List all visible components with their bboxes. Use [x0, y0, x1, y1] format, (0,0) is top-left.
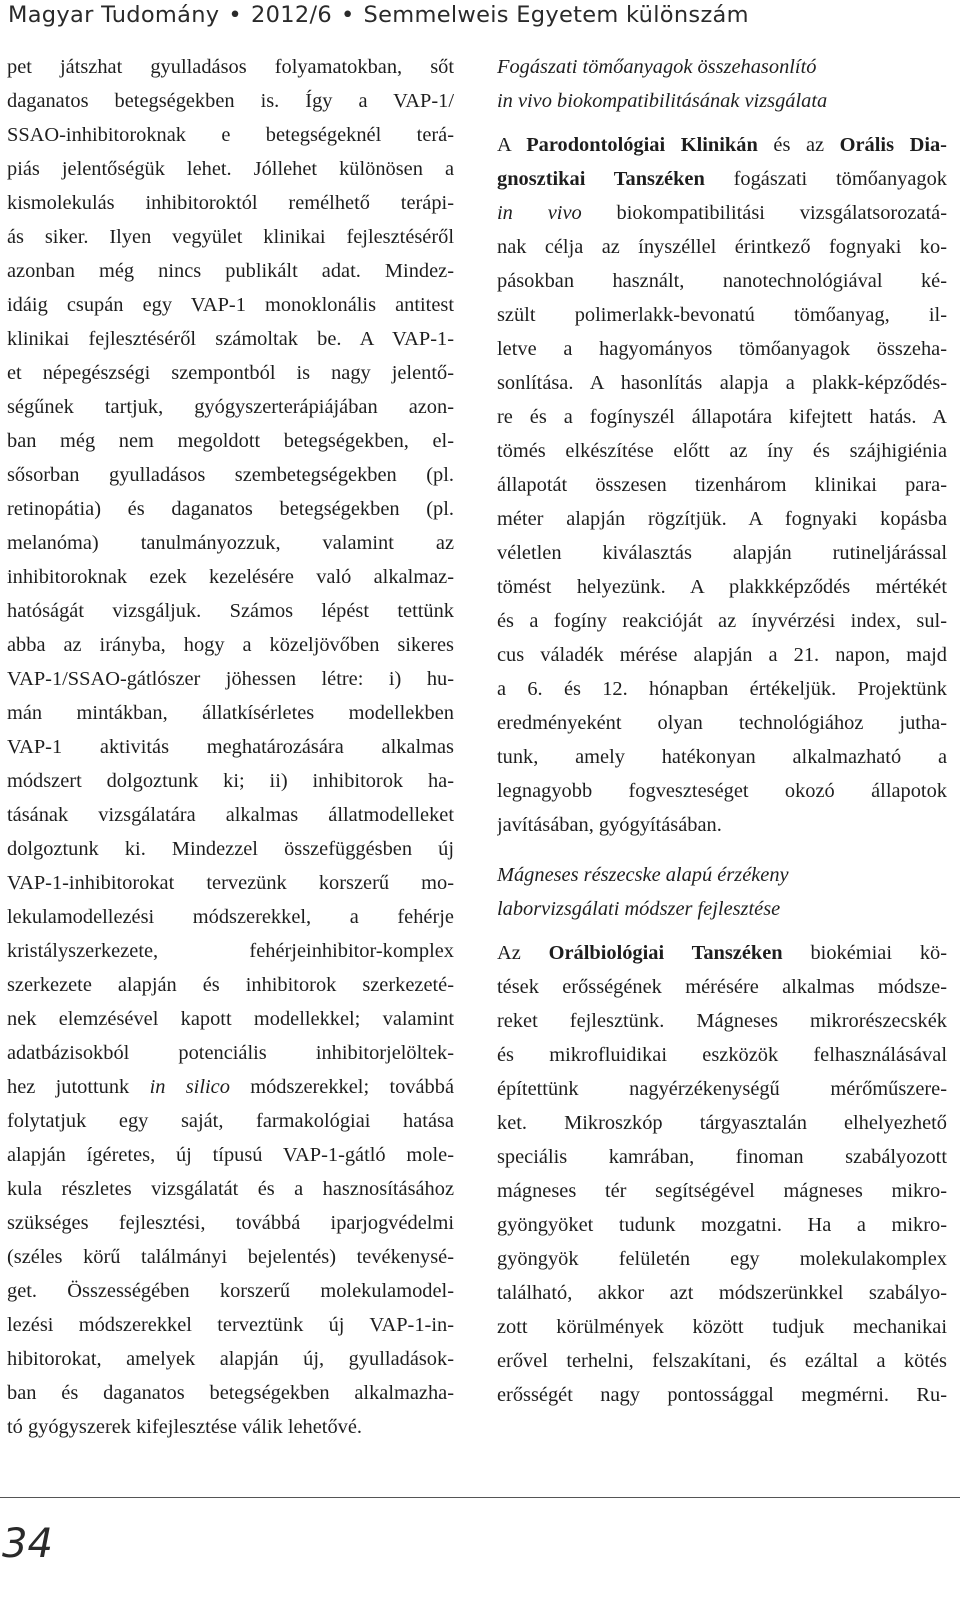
- text-line: gyöngyök felületén egy molekulakomplex: [497, 1248, 947, 1270]
- text-segment: hez jutottunk: [7, 1076, 150, 1098]
- text-segment: fogászati tömőanyagok: [704, 168, 947, 190]
- text-line: szerkezete alapján és inhibitorok szerkezeté-: [7, 974, 454, 996]
- text-line: VAP-1/SSAO-gátlószer jöhessen létre: i) hu-: [7, 668, 454, 690]
- text-line: VAP-1 aktivitás meghatározására alkalmas: [7, 736, 454, 758]
- right-column: [497, 50, 947, 1412]
- header-separator-1: •: [228, 2, 242, 28]
- text-line: lezési módszerekkel terveztünk új VAP-1-in-: [7, 1314, 454, 1336]
- section-title: Semmelweis Egyetem különszám: [363, 2, 749, 28]
- text-line: tömést helyezünk. A plakkképződés mértékét: [497, 576, 947, 598]
- text-line: tásának vizsgálatára alkalmas állatmodelleket: [7, 804, 454, 826]
- text-line: a 6. és 12. hónapban értékeljük. Projektünk: [497, 678, 947, 700]
- spacer: [497, 842, 947, 858]
- text-line: mán mintákban, állatkísérletes modellekben: [7, 702, 454, 724]
- text-line: erősségét nagy pontossággal megmérni. Ru-: [497, 1384, 947, 1406]
- text-segment: biokompatibilitási vizsgálatsorozatá-: [581, 202, 947, 224]
- text-line: [497, 196, 947, 230]
- text-line: adatbázisokból potenciális inhibitorjelöltek-: [7, 1042, 454, 1064]
- text-segment: A: [497, 134, 527, 156]
- text-line: ket. Mikroszkóp tárgyasztalán elhelyezhető: [497, 1112, 947, 1134]
- text-line: tömés elkészítése előtt az íny és szájhigiénia: [497, 440, 947, 462]
- text-line: speciális kamrában, finoman szabályozott: [497, 1146, 947, 1168]
- text-line: letve a hagyományos tömőanyagok összeha-: [497, 338, 947, 360]
- text-line: pásokban használt, nanotechnológiával ké-: [497, 270, 947, 292]
- left-column: [7, 50, 454, 1444]
- text-line: ás siker. Ilyen vegyület klinikai fejlesztéséről: [7, 226, 454, 248]
- section-heading: Mágneses részecske alapú érzékeny: [497, 864, 789, 886]
- text-line: és mikrofluidikai eszközök felhasználásával: [497, 1044, 947, 1066]
- header-separator-2: •: [340, 2, 355, 28]
- text-line: [497, 128, 947, 162]
- text-line: [497, 162, 947, 196]
- text-line: lekulamodellezési módszerekkel, a fehérje: [7, 906, 454, 928]
- text-line: [497, 936, 947, 970]
- journal-title: Magyar Tudomány: [8, 2, 220, 28]
- text-line: piás jelentőségük lehet. Jóllehet különösen a: [7, 158, 454, 180]
- text-line: nek elemzésével kapott modellekkel; valamint: [7, 1008, 454, 1030]
- footer-divider: [0, 1497, 960, 1498]
- text-line: méter alapján rögzítjük. A fognyaki kopásba: [497, 508, 947, 530]
- text-line: módszert dolgoztunk ki; ii) inhibitorok ha-: [7, 770, 454, 792]
- issue-number: 2012/6: [250, 2, 332, 28]
- text-line: ban és daganatos betegségekben alkalmazha-: [7, 1382, 454, 1404]
- clinic-name-bold: Parodontológiai Klinikán: [526, 134, 758, 156]
- text-line: abba az irányba, hogy a közeljövőben sikeres: [7, 634, 454, 656]
- in-silico-italic: in silico: [149, 1076, 230, 1098]
- text-line: és a fogíny reakcióját az ínyvérzési index, sul-: [497, 610, 947, 632]
- text-line: retinopátia) és daganatos betegségekben (pl.: [7, 498, 454, 520]
- text-line: legnagyobb fogveszteséget okozó állapotok: [497, 780, 947, 802]
- section-heading: laborvizsgálati módszer fejlesztése: [497, 898, 781, 920]
- text-line: kristályszerkezete, fehérjeinhibitor-komplex: [7, 940, 454, 962]
- text-line: cus váladék mérése alapján a 21. napon, majd: [497, 644, 947, 666]
- text-line: zott körülmények között tudjuk mechanikai: [497, 1316, 947, 1338]
- text-line: hatóságát vizsgáljuk. Számos lépést tettünk: [7, 600, 454, 622]
- text-line: melanóma) tanulmányozzuk, valamint az: [7, 532, 454, 554]
- text-line: szült polimerlakk-bevonatú tömőanyag, il-: [497, 304, 947, 326]
- text-line: (széles körű találmányi bejelentés) tevékenysé-: [7, 1246, 454, 1268]
- text-line: VAP-1-inhibitorokat tervezünk korszerű mo-: [7, 872, 454, 894]
- text-line: get. Összességében korszerű molekulamodel-: [7, 1280, 454, 1302]
- department-name-bold: Orálbiológiai Tanszéken: [548, 942, 783, 964]
- text-line: alapján ígéretes, új típusú VAP-1-gátló mole-: [7, 1144, 454, 1166]
- text-segment: Az: [497, 942, 549, 964]
- text-line: pet játszhat gyulladásos folyamatokban, sőt: [7, 56, 454, 78]
- text-line: véletlen kiválasztás alapján rutineljárással: [497, 542, 947, 564]
- text-line-in-silico: [7, 1070, 454, 1104]
- text-line: erővel terhelni, felszakítani, és ezáltal a kötés: [497, 1350, 947, 1372]
- department-name-bold: gnosztikai Tanszéken: [497, 168, 705, 190]
- text-line: javításában, gyógyításában.: [497, 814, 722, 836]
- text-line: található, akkor azt módszerünkkel szabályo-: [497, 1282, 947, 1304]
- text-line: eredményeként olyan technológiához jutha-: [497, 712, 947, 734]
- text-line: SSAO-inhibitoroknak e betegségeknél terá-: [7, 124, 454, 146]
- text-line: daganatos betegségekben is. Így a VAP-1/: [7, 90, 454, 112]
- text-line: sősorban gyulladásos szembetegségekben (pl.: [7, 464, 454, 486]
- text-line: idáig csupán egy VAP-1 monoklonális antitest: [7, 294, 454, 316]
- text-line: kula részletes vizsgálatát és a hasznosításához: [7, 1178, 454, 1200]
- section-heading: Fogászati tömőanyagok összehasonlító: [497, 56, 817, 78]
- text-line: et népegészségi szempontból is nagy jelentő-: [7, 362, 454, 384]
- text-line: inhibitoroknak ezek kezelésére való alkalmaz-: [7, 566, 454, 588]
- text-line: szükséges fejlesztési, továbbá iparjogvédelmi: [7, 1212, 454, 1234]
- text-line: sonlítása. A hasonlítás alapja a plakk-képződés-: [497, 372, 947, 394]
- text-line: építettünk nagyérzékenységű mérőműszere-: [497, 1078, 947, 1100]
- text-line: nak célja az ínyszéllel érintkező fognyaki ko-: [497, 236, 947, 258]
- text-line: hibitorokat, amelyek alapján új, gyulladások-: [7, 1348, 454, 1370]
- in-vivo-italic: in vivo: [497, 202, 582, 224]
- text-line: re és a fogínyszél állapotára kifejtett hatás. A: [497, 406, 947, 428]
- text-line: tó gyógyszerek kifejlesztése válik lehetővé.: [7, 1416, 363, 1438]
- running-header: [8, 0, 948, 30]
- section-heading: in vivo biokompatibilitásának vizsgálata: [497, 90, 828, 112]
- text-line: ban még nem megoldott betegségekben, el-: [7, 430, 454, 452]
- spacer: [497, 118, 947, 128]
- spacer: [497, 926, 947, 936]
- text-line: kismolekulás inhibitoroktól remélhető terápi-: [7, 192, 454, 214]
- text-line: gyöngyöket tudunk mozgatni. Ha a mikro-: [497, 1214, 947, 1236]
- text-line: mágneses tér segítségével mágneses mikro-: [497, 1180, 947, 1202]
- text-line: tések erősségének mérésére alkalmas módsze-: [497, 976, 947, 998]
- text-line: dolgoztunk ki. Mindezzel összefüggésben új: [7, 838, 454, 860]
- text-line: azonban még nincs publikált adat. Mindez-: [7, 260, 454, 282]
- text-line: folytatjuk egy saját, farmakológiai hatása: [7, 1110, 454, 1132]
- text-line: tunk, amely hatékonyan alkalmazható a: [497, 746, 947, 768]
- text-segment: módszerekkel; továbbá: [229, 1076, 454, 1098]
- page-number: 34: [2, 1521, 53, 1567]
- text-segment: biokémiai kö-: [782, 942, 947, 964]
- text-line: reket fejlesztünk. Mágneses mikrorészecskék: [497, 1010, 947, 1032]
- text-line: ségűnek tartjuk, gyógyszerterápiájában azon-: [7, 396, 454, 418]
- text-segment: és az: [757, 134, 840, 156]
- text-line: állapotát összesen tizenhárom klinikai para-: [497, 474, 947, 496]
- department-name-bold: Orális Dia-: [839, 134, 947, 156]
- text-line: klinikai fejlesztéséről számoltak be. A VAP-1-: [7, 328, 454, 350]
